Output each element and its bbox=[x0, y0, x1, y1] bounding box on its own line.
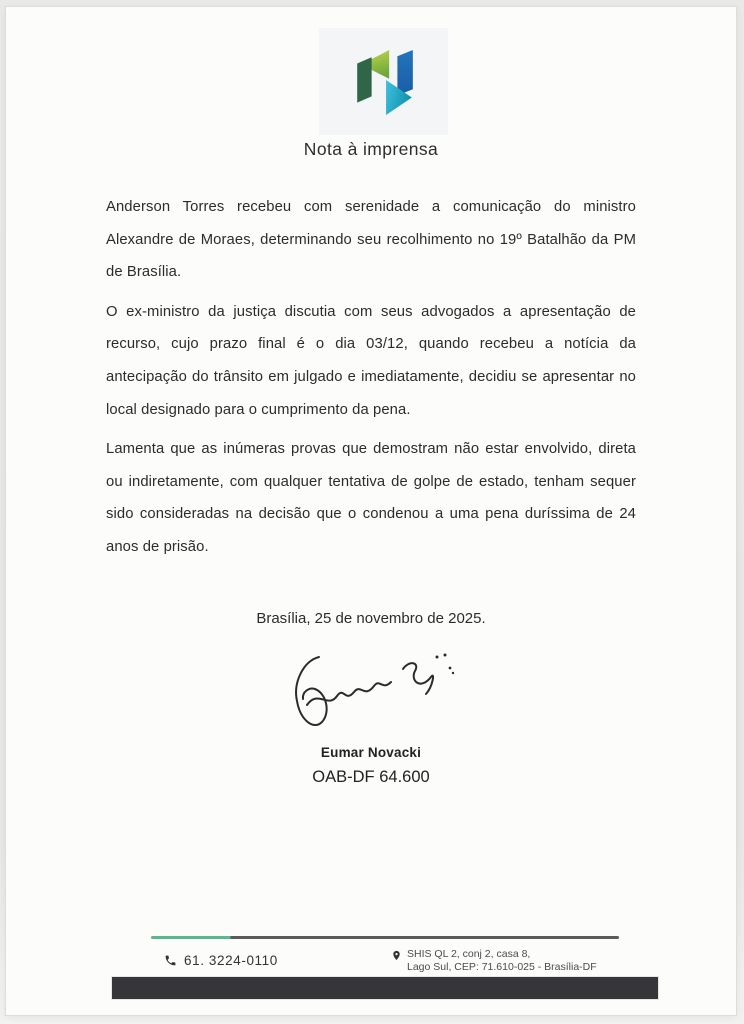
letter-body bbox=[106, 191, 636, 787]
footer-dark-bar bbox=[112, 977, 658, 999]
footer-address bbox=[391, 948, 597, 973]
footer-divider bbox=[151, 936, 619, 939]
novacki-logo-icon bbox=[353, 48, 415, 116]
phone-icon bbox=[164, 954, 177, 967]
footer-address-line-2: Lago Sul, CEP: 71.610-025 - Brasília-DF bbox=[407, 960, 597, 973]
dateline: Brasília, 25 de novembro de 2025. bbox=[256, 609, 486, 627]
footer-address-line-1: SHIS QL 2, conj 2, casa 8, bbox=[407, 948, 531, 960]
footer-address-lines bbox=[407, 948, 597, 973]
paragraph-2: O ex-ministro da justiça discutia com seus advogados a apresentação de recurso, cujo prazo final é o dia 03/12, quando recebeu a notícia da antecipação do trânsito em julgado e imediatamente, decidiu se apresentar no local designado para o cumprimento da pena. bbox=[106, 303, 636, 418]
location-pin-icon bbox=[391, 949, 402, 962]
handwritten-signature bbox=[285, 643, 457, 739]
footer-phone bbox=[164, 953, 278, 968]
paragraph-3: Lamenta que as inúmeras provas que demostram não estar envolvido, direta ou indiretamente, com qualquer tentativa de golpe de estado, tenham sequer sido consideradas na decisão que o condenou a uma pena duríssima de 24 anos de prisão. bbox=[106, 441, 636, 555]
signer-registration: OAB-DF 64.600 bbox=[312, 767, 430, 786]
letter-page bbox=[6, 7, 736, 1015]
signature-block bbox=[106, 643, 636, 787]
paragraph-1: Anderson Torres recebeu com serenidade a comunicação do ministro Alexandre de Moraes, determinando seu recolhimento no 19º Batalhão da PM de Brasília. bbox=[106, 199, 636, 281]
page-title: Nota à imprensa bbox=[303, 139, 439, 159]
footer-phone-number: 61. 3224-0110 bbox=[184, 953, 278, 968]
signer-name: Eumar Novacki bbox=[320, 744, 422, 760]
company-logo bbox=[319, 28, 448, 135]
